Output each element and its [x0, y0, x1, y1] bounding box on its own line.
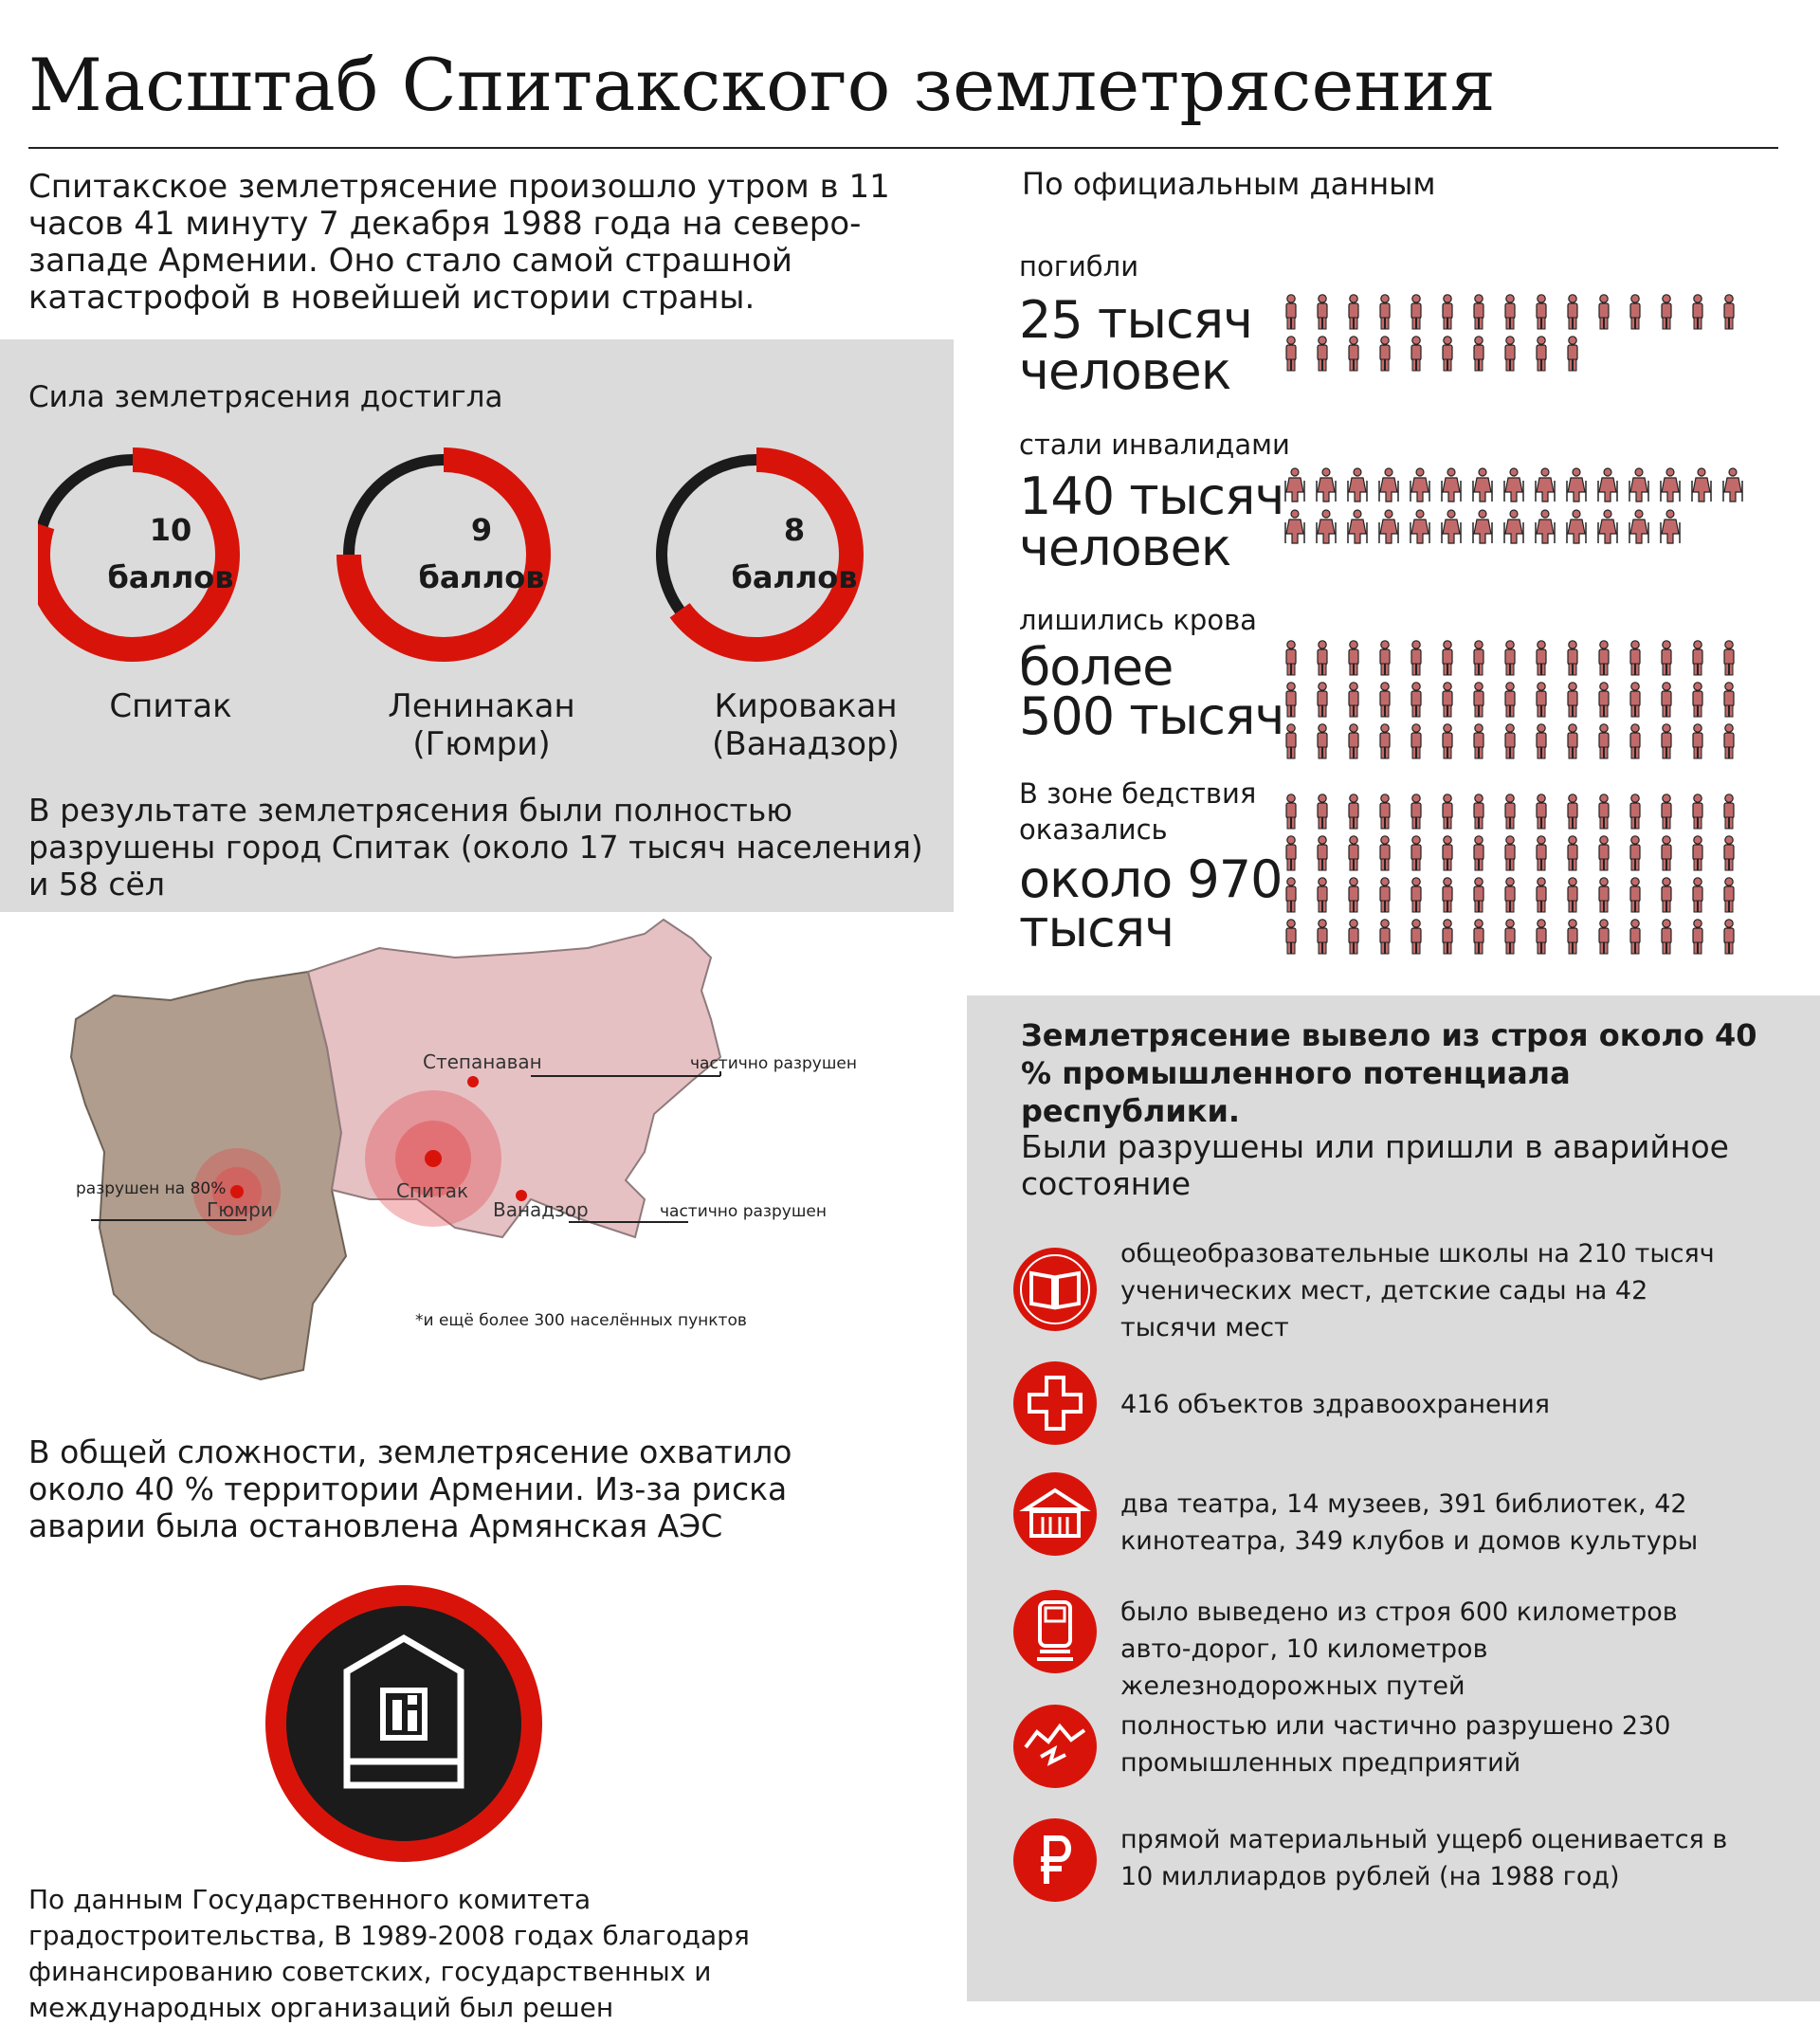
person-icon — [1443, 295, 1452, 329]
industry-item-6: прямой материальный ущерб оценивается в 10 миллиардов рублей (на 1988 год) — [1120, 1825, 1728, 1891]
person-icon — [1286, 920, 1296, 954]
disabled-person-icon — [1473, 468, 1492, 502]
city-2-name: Ленинакан — [388, 687, 575, 725]
industry-item-1: общеобразовательные школы на 210 тысяч ученических мест, детские сады на 42 тысячи мест — [1120, 1239, 1715, 1342]
disabled-person-icon — [1285, 468, 1304, 502]
stat-1-value2: человек — [1019, 341, 1231, 401]
disabled-person-icon — [1442, 510, 1461, 543]
city-3-alt: (Ванадзор) — [712, 725, 900, 763]
disabled-person-icon — [1598, 510, 1617, 543]
disabled-person-icon — [1723, 468, 1742, 502]
stat-3-value1: более — [1019, 637, 1174, 697]
person-icon — [1318, 683, 1327, 717]
disabled-person-icon — [1442, 468, 1461, 502]
map-label-spitak: Спитак — [396, 1179, 469, 1202]
person-icon — [1724, 836, 1734, 870]
factory-crack-icon — [1012, 1704, 1098, 1789]
person-icon — [1599, 794, 1609, 829]
stat-2-label: стали инвалидами — [1019, 429, 1290, 461]
person-icon — [1380, 836, 1390, 870]
disabled-person-icon — [1410, 468, 1429, 502]
person-icon — [1349, 920, 1358, 954]
map-label-gyumri: Гюмри — [207, 1198, 273, 1221]
person-icon — [1630, 836, 1640, 870]
person-icon — [1568, 724, 1577, 758]
person-icon — [1349, 836, 1358, 870]
person-icon — [1693, 641, 1702, 675]
person-icon — [1474, 836, 1483, 870]
stat-3-value2: 500 тысяч — [1019, 686, 1284, 746]
person-icon — [1568, 641, 1577, 675]
person-icon — [1411, 337, 1421, 371]
person-icon — [1411, 295, 1421, 329]
person-icon — [1411, 641, 1421, 675]
industry-item-2: 416 объектов здравоохранения — [1120, 1390, 1551, 1419]
city-1-name: Спитак — [109, 687, 232, 725]
map-note-stepanavan: частично разрушен — [690, 1054, 857, 1073]
map-footnote: *и ещё более 300 населённых пунктов — [415, 1311, 747, 1330]
theater-icon — [1012, 1471, 1098, 1557]
disabled-person-icon — [1567, 510, 1586, 543]
person-icon — [1380, 794, 1390, 829]
person-icon — [1537, 836, 1546, 870]
city-3-name: Кировакан — [714, 687, 898, 725]
medical-cross-icon — [1012, 1360, 1098, 1446]
person-icon — [1693, 724, 1702, 758]
person-icon — [1411, 878, 1421, 912]
person-icon — [1630, 683, 1640, 717]
person-icon — [1568, 836, 1577, 870]
person-icon — [1474, 794, 1483, 829]
person-icon — [1474, 337, 1483, 371]
person-icon — [1474, 920, 1483, 954]
person-icon — [1662, 878, 1671, 912]
person-icon — [1505, 641, 1515, 675]
person-icon — [1724, 641, 1734, 675]
intro-text: Спитакское землетрясение произошло утром в 11 часов 41 минуту 7 декабря 1988 года на северо-западе Армении. Оно стало самой страшной катастрофой в новейшей истории страны. — [28, 168, 890, 317]
person-icon — [1443, 836, 1452, 870]
person-icon — [1474, 724, 1483, 758]
person-icon — [1537, 920, 1546, 954]
person-icon — [1568, 337, 1577, 371]
person-icon — [1662, 920, 1671, 954]
person-icon — [1286, 836, 1296, 870]
person-icon — [1380, 724, 1390, 758]
person-icon — [1318, 878, 1327, 912]
person-icon — [1662, 836, 1671, 870]
person-icon — [1286, 794, 1296, 829]
house-icon — [262, 1581, 546, 1866]
donut-2-unit: баллов — [418, 559, 545, 595]
donut-1-value: 10 — [149, 512, 192, 548]
person-icon — [1286, 683, 1296, 717]
disabled-person-icon — [1504, 510, 1523, 543]
person-icon — [1568, 683, 1577, 717]
person-icon — [1349, 295, 1358, 329]
industry-item-4: было выведено из строя 600 километров авто-дорог, 10 километров железнодорожных путей — [1120, 1597, 1678, 1701]
person-icon — [1318, 724, 1327, 758]
person-icon — [1537, 683, 1546, 717]
person-icon — [1349, 641, 1358, 675]
stat-1-value1: 25 тысяч — [1019, 290, 1253, 350]
person-icon — [1630, 920, 1640, 954]
person-icon — [1286, 724, 1296, 758]
person-icon — [1318, 794, 1327, 829]
person-icon — [1380, 295, 1390, 329]
person-icon — [1380, 920, 1390, 954]
disabled-person-icon — [1348, 510, 1367, 543]
person-icon — [1505, 836, 1515, 870]
disabled-person-icon — [1692, 468, 1711, 502]
person-icon — [1724, 683, 1734, 717]
map-label-stepanavan: Степанаван — [423, 1050, 542, 1073]
person-icon — [1380, 878, 1390, 912]
person-icon — [1630, 724, 1640, 758]
person-icon — [1693, 295, 1702, 329]
person-icon — [1380, 641, 1390, 675]
person-icon — [1443, 683, 1452, 717]
person-icon — [1537, 295, 1546, 329]
person-icon — [1724, 295, 1734, 329]
person-icon — [1505, 295, 1515, 329]
map-east-region — [308, 920, 720, 1237]
disabled-person-icon — [1567, 468, 1586, 502]
donut-arc-3 — [680, 460, 851, 649]
stat-3-label: лишились крова — [1019, 604, 1257, 636]
person-icon — [1349, 724, 1358, 758]
disabled-person-icon — [1379, 510, 1398, 543]
person-icon — [1349, 337, 1358, 371]
disabled-person-icon — [1536, 468, 1555, 502]
person-icon — [1505, 724, 1515, 758]
stat-1-label: погибли — [1019, 250, 1139, 283]
person-icon — [1411, 920, 1421, 954]
person-icon — [1349, 878, 1358, 912]
person-icon — [1724, 920, 1734, 954]
person-icon — [1599, 641, 1609, 675]
city-2-alt: (Гюмри) — [412, 725, 551, 763]
person-icon — [1630, 295, 1640, 329]
person-icon — [1286, 878, 1296, 912]
person-icon — [1443, 337, 1452, 371]
disabled-person-icon — [1410, 510, 1429, 543]
stat-4-label: В зоне бедствия оказались — [1019, 777, 1257, 846]
stat-4-value1: около 970 — [1019, 849, 1283, 909]
person-icon — [1474, 641, 1483, 675]
person-icon — [1537, 794, 1546, 829]
person-icon — [1693, 836, 1702, 870]
title-divider — [28, 147, 1778, 149]
disabled-person-icon — [1629, 510, 1648, 543]
disabled-person-icon — [1285, 510, 1304, 543]
pictogram-grid — [1284, 294, 1758, 967]
industry-item-5: полностью или частично разрушено 230 промышленных предприятий — [1120, 1711, 1671, 1778]
person-icon — [1693, 683, 1702, 717]
disabled-person-icon — [1317, 510, 1336, 543]
person-icon — [1318, 836, 1327, 870]
person-icon — [1724, 794, 1734, 829]
person-icon — [1537, 724, 1546, 758]
industry-item-3: два театра, 14 музеев, 391 библиотек, 42 кинотеатра, 349 клубов и домов культуры — [1120, 1489, 1699, 1556]
book-icon — [1012, 1247, 1098, 1332]
stat-4-value2: тысяч — [1019, 899, 1174, 958]
destroyed-text: В результате землетрясения были полностью разрушены город Спитак (около 17 тысяч населения) и 58 сёл — [28, 792, 923, 903]
person-icon — [1599, 295, 1609, 329]
person-icon — [1630, 641, 1640, 675]
person-icon — [1380, 337, 1390, 371]
person-icon — [1505, 920, 1515, 954]
person-icon — [1318, 295, 1327, 329]
map-note-vanadzor: частично разрушен — [660, 1202, 827, 1221]
train-icon — [1012, 1589, 1098, 1674]
person-icon — [1662, 794, 1671, 829]
person-icon — [1568, 920, 1577, 954]
person-icon — [1411, 683, 1421, 717]
person-icon — [1443, 724, 1452, 758]
person-icon — [1537, 641, 1546, 675]
disabled-person-icon — [1348, 468, 1367, 502]
map-note-gyumri: разрушен на 80% — [76, 1179, 227, 1198]
person-icon — [1349, 683, 1358, 717]
person-icon — [1318, 641, 1327, 675]
stat-2-value2: человек — [1019, 518, 1231, 577]
person-icon — [1443, 878, 1452, 912]
person-icon — [1568, 295, 1577, 329]
person-icon — [1318, 337, 1327, 371]
person-icon — [1474, 878, 1483, 912]
person-icon — [1724, 724, 1734, 758]
person-icon — [1474, 295, 1483, 329]
person-icon — [1505, 794, 1515, 829]
person-icon — [1411, 724, 1421, 758]
disabled-person-icon — [1598, 468, 1617, 502]
person-icon — [1505, 878, 1515, 912]
person-icon — [1662, 724, 1671, 758]
person-icon — [1411, 794, 1421, 829]
person-icon — [1537, 337, 1546, 371]
person-icon — [1662, 641, 1671, 675]
person-icon — [1568, 878, 1577, 912]
person-icon — [1599, 683, 1609, 717]
person-icon — [1286, 295, 1296, 329]
person-icon — [1630, 794, 1640, 829]
person-icon — [1630, 878, 1640, 912]
footer-text: По данным Государственного комитета градостроительства, В 1989-2008 годах благодаря финансированию советских, государственных и международных организаций был решен — [28, 1884, 750, 2023]
disabled-person-icon — [1317, 468, 1336, 502]
coverage-text: В общей сложности, землетрясение охватило около 40 % территории Армении. Из-за риска аварии была остановлена Армянская АЭС — [28, 1433, 792, 1544]
disabled-person-icon — [1504, 468, 1523, 502]
person-icon — [1693, 794, 1702, 829]
person-icon — [1599, 878, 1609, 912]
donut-3-value: 8 — [783, 512, 806, 548]
person-icon — [1411, 836, 1421, 870]
map-label-vanadzor: Ванадзор — [493, 1198, 589, 1221]
stat-2-value1: 140 тысяч — [1019, 466, 1284, 526]
person-icon — [1568, 794, 1577, 829]
donut-2-value: 9 — [470, 512, 493, 548]
disabled-person-icon — [1629, 468, 1648, 502]
person-icon — [1662, 683, 1671, 717]
person-icon — [1724, 878, 1734, 912]
person-icon — [1318, 920, 1327, 954]
person-icon — [1380, 683, 1390, 717]
donut-1-unit: баллов — [107, 559, 234, 595]
page-title: Масштаб Спитакского землетрясения — [28, 43, 1496, 127]
disabled-person-icon — [1661, 510, 1680, 543]
disabled-person-icon — [1379, 468, 1398, 502]
person-icon — [1599, 836, 1609, 870]
disabled-person-icon — [1536, 510, 1555, 543]
person-icon — [1443, 641, 1452, 675]
disabled-person-icon — [1661, 468, 1680, 502]
person-icon — [1505, 683, 1515, 717]
person-icon — [1693, 878, 1702, 912]
industry-subhead: Были разрушены или пришли в аварийное состояние — [1021, 1128, 1729, 1202]
person-icon — [1443, 920, 1452, 954]
disabled-person-icon — [1473, 510, 1492, 543]
person-icon — [1662, 295, 1671, 329]
person-icon — [1443, 794, 1452, 829]
person-icon — [1349, 794, 1358, 829]
person-icon — [1599, 724, 1609, 758]
person-icon — [1505, 337, 1515, 371]
magnitude-label: Сила землетрясения достигла — [28, 380, 503, 414]
person-icon — [1286, 337, 1296, 371]
person-icon — [1693, 920, 1702, 954]
person-icon — [1474, 683, 1483, 717]
person-icon — [1286, 641, 1296, 675]
official-title: По официальным данным — [1022, 166, 1436, 202]
region-map — [57, 915, 910, 1398]
person-icon — [1537, 878, 1546, 912]
person-icon — [1599, 920, 1609, 954]
donut-3-unit: баллов — [731, 559, 858, 595]
ruble-icon — [1012, 1817, 1098, 1903]
industry-headline: Землетрясение вывело из строя около 40 % промышленного потенциала республики. — [1021, 1017, 1757, 1129]
